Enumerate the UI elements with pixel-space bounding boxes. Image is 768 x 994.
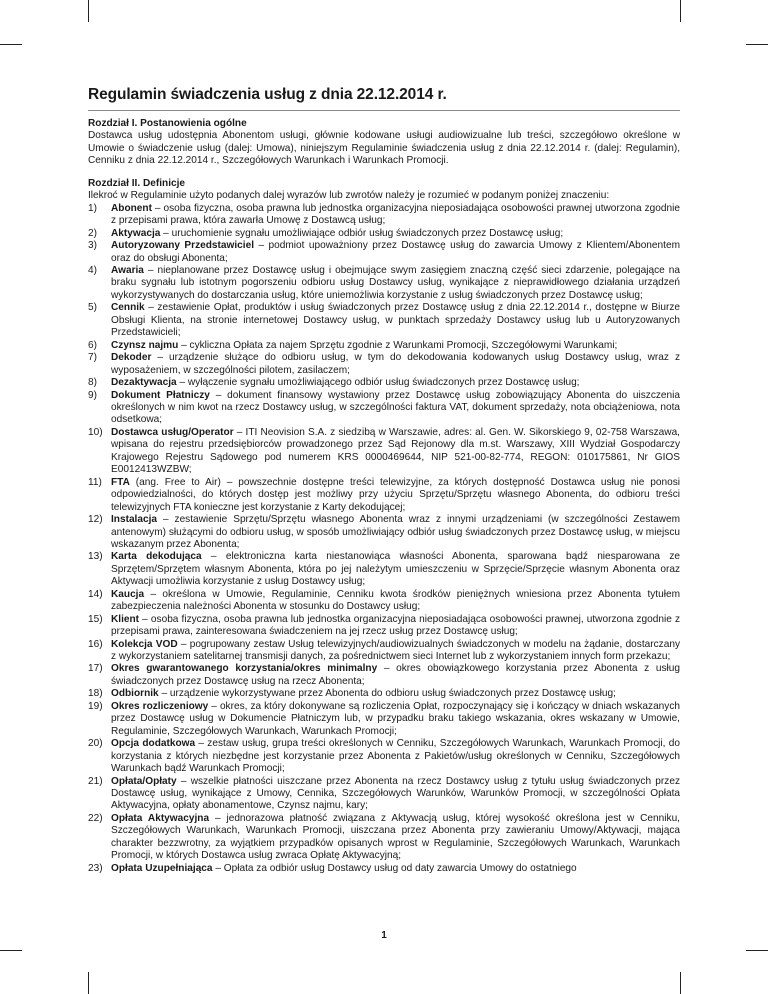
definition-number: 13): [88, 551, 103, 563]
crop-mark-bottom-left: [88, 972, 89, 994]
definition-number: 6): [88, 339, 97, 351]
section-heading-general: Rozdział I. Postanowienia ogólne: [88, 118, 247, 129]
crop-mark-top-left: [88, 0, 89, 22]
definition-text: – urządzenie służące do odbioru usług, w tym do dekodowania kodowanych usług Dostawcy usług, wraz z wyposażeniem, w szczególności pilotem, zasilaczem;: [111, 352, 680, 376]
definition-item: [88, 302, 680, 339]
crop-mark-right-bottom: [746, 950, 768, 951]
definition-number: 22): [88, 812, 103, 824]
definition-number: 7): [88, 352, 97, 364]
crop-mark-left-top: [0, 44, 22, 45]
definition-number: 15): [88, 613, 103, 625]
definition-number: 1): [88, 202, 97, 214]
definition-term: Awaria: [111, 264, 144, 276]
definition-number: 11): [88, 476, 102, 488]
definition-text: – wyłączenie sygnału umożliwiającego odbiór usług świadczonych przez Dostawcę usług;: [176, 377, 580, 389]
definition-item: [88, 589, 680, 614]
definition-number: 4): [88, 264, 97, 276]
definition-number: 9): [88, 389, 97, 401]
definition-text: – osoba fizyczna, osoba prawna lub jednostka organizacyjna nieposiadająca osobowości prawnej utworzona zgodnie z przepisami prawa, która zawarła Umowę z Dostawcą usług;: [111, 202, 680, 227]
definition-term: Karta dekodująca: [111, 551, 202, 563]
definition-number: 19): [88, 700, 103, 712]
definition-term: Kolekcja VOD: [111, 638, 178, 650]
definition-item: [88, 477, 680, 514]
definition-text: – jednorazowa płatność związana z Aktywacją usług, której wysokość określona jest w Cenniku, Szczegółowych Warunkach, Warunkach Promocji, uiszczana przez Abonenta przy zawieraniu Umowy/Aktywacji, mająca charakter bezzwrotny, za wyjątkiem przypadków opisanych wprost w Regulaminie, Szczegółowych Warunkach, Warunkach Promocji, w których Dostawca usług zwraca Opłatę Aktywacyjną;: [111, 812, 680, 862]
definition-term: Klient: [111, 613, 140, 625]
definition-item: [88, 390, 680, 427]
definition-text: – zestawienie Opłat, produktów i usług świadczonych przez Dostawcę usług z dnia 22.12.2014 r., dostępne w Biurze Obsługi Klienta, na stronie internetowej Dostawcy usług, w punktach sprzedaży Dostawcy usług lub u Autoryzowanych Przedstawicieli;: [111, 302, 680, 339]
definition-item: [88, 377, 680, 389]
definition-text: – pogrupowany zestaw Usług telewizyjnych/audiowizualnych świadczonych w modelu na żądanie, dostarczany z wykorzystaniem satelitarnej transmisji danych, za pośrednictwem sieci Internet lub z wykorzystaniem innych form przekazu;: [111, 638, 680, 663]
definition-number: 23): [88, 862, 103, 874]
definition-item: [88, 551, 680, 588]
definition-item: [88, 514, 680, 551]
definition-term: Cennik: [111, 302, 145, 314]
definition-term: Aktywacja: [111, 227, 161, 239]
title-rule: [88, 110, 680, 111]
definition-item: [88, 265, 680, 302]
definition-number: 3): [88, 240, 97, 252]
definition-text: – osoba fizyczna, osoba prawna lub jednostka organizacyjna nieposiadająca osobowości prawnej, utworzona zgodnie z przepisami prawa, zainteresowana świadczeniem na jej rzecz usług przez Dostawcę usług;: [111, 613, 680, 638]
definition-item: [88, 701, 680, 738]
definition-number: 20): [88, 738, 103, 750]
crop-mark-left-bottom: [0, 950, 22, 951]
definition-item: [88, 813, 680, 863]
definition-item: [88, 738, 680, 775]
definition-number: 17): [88, 663, 103, 675]
definition-item: [88, 639, 680, 664]
definition-term: Czynsz najmu: [111, 339, 179, 351]
definition-number: 10): [88, 426, 103, 438]
crop-mark-right-top: [746, 44, 768, 45]
definition-term: Instalacja: [111, 514, 158, 526]
definition-item: [88, 614, 680, 639]
definition-text: (ang. Free to Air) – powszechnie dostępne treści telewizyjne, za których dostępność Dostawca usług nie ponosi odpowiedzialności, do których dostęp jest możliwy przy użyciu Sprzętu/Sprzętu własnego Abonenta, do odbioru treści telewizyjnych FTA konieczne jest korzystanie z Karty dekodującej;: [111, 476, 680, 513]
definition-term: Abonent: [111, 202, 152, 214]
definition-term: Dostawca usług/Operator: [111, 426, 234, 438]
definition-item: [88, 427, 680, 477]
definition-number: 21): [88, 775, 103, 787]
definition-text: – określona w Umowie, Regulaminie, Cenniku kwota środków pieniężnych wniesiona przez Abonenta tytułem zabezpieczenia należności Abonenta w stosunku do Dostawcy usług;: [111, 588, 680, 613]
definition-term: Opłata Aktywacyjna: [111, 812, 210, 824]
definition-number: 12): [88, 514, 103, 526]
definition-term: FTA: [111, 476, 130, 488]
definition-text: – nieplanowane przez Dostawcę usług i obejmujące swym zasięgiem znaczną część sieci zdarzenie, polegające na braku sygnału lub istotnym pogorszeniu odbioru usług Dostawcy usług, wynikające z nieprawidłowego działania urządzeń wykorzystywanych do dostarczania usług, które uniemożliwia korzystanie z usług świadczonych przez Dostawcę usług;: [111, 264, 680, 301]
definition-text: – podmiot upoważniony przez Dostawcę usług do zawarcia Umowy z Klientem/Abonentem oraz do obsługi Abonenta;: [111, 240, 680, 264]
definition-item: [88, 688, 680, 700]
definition-number: 16): [88, 638, 103, 650]
definition-text: – Opłata za odbiór usług Dostawcy usług od daty zawarcia Umowy do ostatniego: [212, 862, 577, 874]
definition-text: – cykliczna Opłata za najem Sprzętu zgodnie z Warunkami Promocji, Szczegółowymi Warunkami;: [178, 339, 618, 351]
definition-term: Dokument Płatniczy: [111, 389, 210, 401]
definition-term: Odbiornik: [111, 688, 159, 700]
page-number: 1: [381, 930, 387, 941]
definition-number: 8): [88, 377, 97, 389]
definitions-intro: Ilekroć w Regulaminie użyto podanych dalej wyrazów lub zwrotów należy je rozumieć w podanym poniżej znaczeniu:: [88, 190, 610, 202]
definition-text: – ITI Neovision S.A. z siedzibą w Warszawie, adres: al. Gen. W. Sikorskiego 9, 02-758 Warszawa, wpisana do rejestru przedsiębiorców prowadzonego przez Sąd Rejonowy dla m.st. Warszawy, XIII Wydział Gospodarczy Krajowego Rejestru Sądowego pod numerem KRS 0000469644, NIP 521-00-82-774, REGON: 010175861, Nr GIOS E0012413WZBW;: [111, 426, 680, 476]
definitions-list: [88, 203, 680, 875]
definition-text: – uruchomienie sygnału umożliwiające odbiór usług świadczonych przez Dostawcę usług;: [160, 227, 564, 239]
section-general-text: Dostawca usług udostępnia Abonentom usługi, głównie kodowane usługi audiowizualne lub treści, szczegółowo określone w Umowie o świadczenie usług (dalej: Umowa), niniejszym Regulaminie świadczenia usług z dnia 22.12.2014 r. (dalej: Regulamin), Cenniku z dnia 22.12.2014 r., Szczegółowych Warunkach i Warunkach Promocji.: [88, 130, 680, 167]
definition-term: Kaucja: [111, 588, 145, 600]
definition-term: Opłata/Opłaty: [111, 775, 177, 787]
definition-number: 5): [88, 302, 97, 314]
definition-item: [88, 203, 680, 228]
definition-term: Autoryzowany Przedstawiciel: [111, 240, 254, 252]
definition-text: – zestaw usług, grupa treści określonych w Cenniku, Szczegółowych Warunkach, Warunkach Promocji, do korzystania z których niezbędne jest korzystanie przez Abonenta z Pakietów/usług określonych w Cenniku, Szczegółowych Warunkach bądź Warunkach Promocji;: [111, 738, 680, 775]
definition-item: [88, 228, 680, 240]
document-title: Regulamin świadczenia usług z dnia 22.12.2014 r.: [88, 86, 447, 103]
section-heading-definitions: Rozdział II. Definicje: [88, 177, 186, 189]
crop-mark-bottom-right: [680, 972, 681, 994]
definition-text: – dokument finansowy wystawiony przez Dostawcę usług zobowiązujący Abonenta do uiszczenia określonych w nim kwot na rzecz Dostawcy usług, w szczególności faktura VAT, dokument sprzedaży, nota obciążeniowa, nota odsetkowa;: [111, 389, 680, 426]
definition-term: Opcja dodatkowa: [111, 738, 196, 750]
definition-text: – okres obowiązkowego korzystania przez Abonenta z usług świadczonych przez Dostawcę usług na rzecz Abonenta;: [111, 663, 680, 687]
definition-item: [88, 240, 680, 265]
definition-term: Opłata Uzupełniająca: [111, 862, 213, 874]
definition-item: [88, 340, 680, 352]
definition-item: [88, 663, 680, 688]
definition-item: [88, 863, 680, 875]
definition-text: – zestawienie Sprzętu/Sprzętu własnego Abonenta wraz z innymi urządzeniami (w szczególności Zestawem antenowym) służącymi do odbioru usług, w sposób umożliwiający odbiór usług świadczonych przez Dostawcę usług, w miejscu wskazanym przez Abonenta;: [111, 514, 680, 550]
definition-item: [88, 352, 680, 377]
crop-mark-top-right: [680, 0, 681, 22]
definition-number: 14): [88, 588, 103, 600]
definition-term: Okres gwarantowanego korzystania/okres minimalny: [111, 663, 378, 675]
definition-item: [88, 776, 680, 813]
definition-term: Okres rozliczeniowy: [111, 700, 209, 712]
definition-term: Dezaktywacja: [111, 377, 177, 389]
definition-text: – urządzenie wykorzystywane przez Abonenta do odbioru usług świadczonych przez Dostawcę usług;: [158, 688, 616, 700]
definition-number: 18): [88, 688, 103, 700]
definition-term: Dekoder: [111, 352, 152, 364]
definition-number: 2): [88, 227, 97, 239]
definition-text: – wszelkie płatności uiszczane przez Abonenta na rzecz Dostawcy usług z tytułu usług świadczonych przez Dostawcę usług, wynikające z Umowy, Cennika, Szczegółowych Warunków, Warunków Promocji, w szczególności Opłata Aktywacyjna, opłaty abonamentowe, Czynsz najmu, kary;: [111, 775, 680, 812]
definition-text: – okres, za który dokonywane są rozliczenia Opłat, rozpoczynający się i kończący w dniach wskazanych przez Dostawcę usług w Dokumencie Płatniczym lub, w przypadku braku takiego wskazania, okres wskazany w Umowie, Regulaminie, Szczegółowych Warunkach, Warunkach Promocji;: [111, 700, 681, 737]
definition-text: – elektroniczna karta niestanowiąca własności Abonenta, sparowana bądź niesparowana ze Sprzętem/Sprzętem własnym Abonenta, która po jej należytym umieszczeniu w Sprzęcie/Sprzęcie własnym Abonenta oraz Aktywacji umożliwia korzystanie z usług Dostawcy usług;: [111, 551, 680, 588]
document-body: [88, 118, 680, 875]
